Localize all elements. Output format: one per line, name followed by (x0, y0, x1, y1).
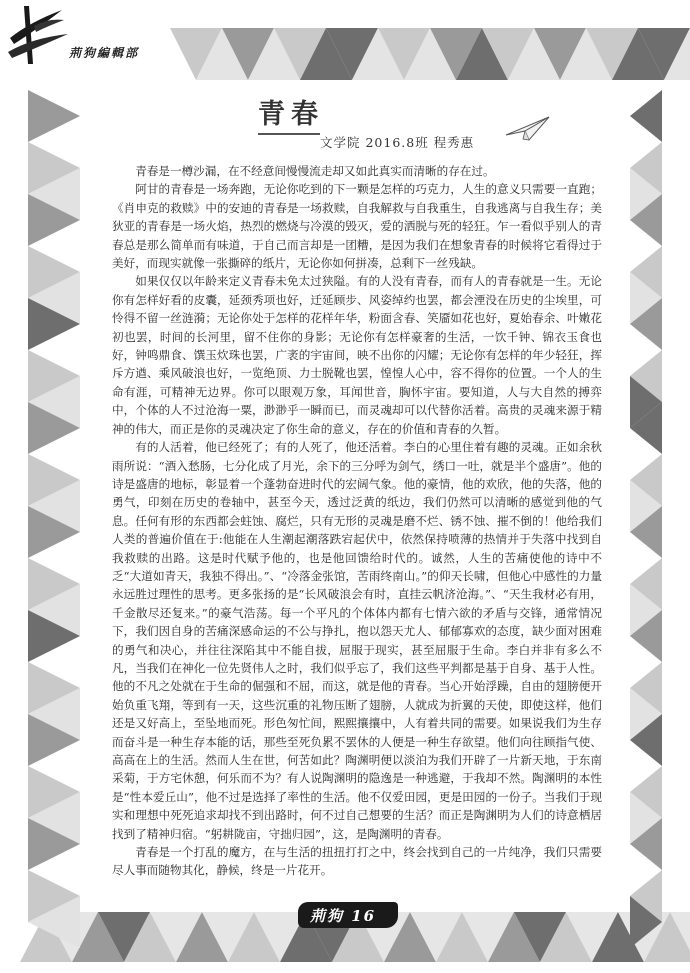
border-triangle (630, 90, 662, 142)
page-footer (298, 896, 408, 932)
article-paragraph: 如果仅仅以年龄来定义青春未免太过狭隘。有的人没有青春，而有人的青春就是一生。无论你有怎样好看的皮囊，延颈秀项也好，迁延顾步、风姿绰约也罢，都会湮没在历史的尘埃里，可怜得不留一丝涟漪；无论你处于怎样的花样年华，粉面含春、笑靥如花也好，夏始春余、叶嫩花初也罢，时间的长河里，留不住你的身影；无论你有怎样豪奢的生活，一饮千钟、锦衣玉食也好，钟鸣鼎食、馔玉炊珠也罢，广袤的宇宙间，映不出你的闪耀；无论你有怎样的年少轻狂，挥斥方遒、乘风破浪也好，一览绝顶、力士脱靴也罢，惶惶人心中，容不得你的位置。一个人的生命有涯，可精神无边界。你可以眼观万象，耳闻世音，胸怀宇宙。要知道，人与大自然的搏弈中，个体的人不过沧海一粟，渺渺乎一瞬而已，而灵魂却可以代替你活着。高贵的灵魂来源于精神的伟大，而正是你的灵魂决定了你生命的意义，存在的价值和青春的久暂。 (112, 274, 602, 436)
masthead (4, 4, 174, 66)
title-underline (258, 133, 320, 135)
border-triangle (28, 90, 80, 142)
article-title-block (258, 92, 368, 135)
article-paragraph: 青春是一樽沙漏，在不经意间慢慢流走却又如此真实而清晰的存在过。 (135, 164, 495, 178)
article-paragraph: 阿甘的青春是一场奔跑，无论你吃到的下一颗是怎样的巧克力，人生的意义只需要一直跑；《肖申克的救赎》中的安迪的青春是一场救赎，自我解救与自我重生，自我逃离与自我生存；美狄亚的青春是一场火焰，热烈的燃烧与冷漠的毁灭，爱的洒脱与死的轻狂。乍一看似乎别人的青春总是那么简单而有味道，于自己而言却是一团糟，是因为我们在想象青春的时候将它看得过于美好，而现实就像一张撕碎的纸片，无论你如何拼凑，总剩下一丝残缺。 (112, 182, 602, 271)
article-paragraph: 青春是一个打乱的魔方，在与生活的扭扭打打之中，终会找到自己的一片纯净，我们只需要尽人事而随物其化，静候，终是一片花开。 (112, 845, 602, 878)
masthead-title: 荊狗編輯部 (69, 46, 140, 60)
bamboo-brush-logo (4, 4, 74, 66)
footer-page-label: 荊狗 16 (310, 907, 377, 925)
paper-plane-icon (505, 115, 551, 141)
article-byline: 文学院 2016.8班 程秀惠 (320, 135, 475, 150)
article-title: 青春 (258, 99, 324, 130)
article-body (112, 162, 602, 880)
article-paragraph: 有的人活着，他已经死了；有的人死了，他还活着。李白的心里住着有趣的灵魂。正如余秋雨所说：“酒入愁肠，七分化成了月光，余下的三分呼为剑气，绣口一吐，就是半个盛唐”。他的诗是盛唐的地标，彰显着一个蓬勃奋进时代的宏阔气象。他的豪情，他的欢欣，他的失落，他的勇气，印刻在历史的卷轴中，甚至今天，透过泛黄的纸边，我们仍然可以清晰的感觉到他的气息。任何有形的东西都会蛀蚀、腐烂，只有无形的灵魂是磨不烂、锈不蚀、摧不倒的！他给我们人类的普遍价值在于:他能在人生潮起潮落跌宕起伏中，依然保持喷薄的热情并于失落中找到自我救赎的出路。这是时代赋予他的，也是他回馈给时代的。诚然，人生的苦痛使他的诗中不乏“大道如青天，我独不得出。”、“冷落金张馆，苦雨终南山。”的仰天长啸，但他心中感性的力量永远胜过理性的思考。更多张扬的是“长风破浪会有时，直挂云帆济沧海。”、“天生我材必有用，千金散尽还复来。”的豪气浩荡。每一个平凡的个体体内都有七情六欲的矛盾与交锋，通常情况下，我们因自身的苦痛深感命运的不公与挣扎，抱以怨天尤人、郁郁寡欢的态度，缺少面对困难的勇气和决心，并往往深陷其中不能自拔，屈服于现实，甚至屈服于生命。李白并非有多么不凡，当我们在神化一位先贤伟人之时，我们似乎忘了，我们这些平判都是基于自身、基于人性。他的不凡之处就在于生命的倔强和不屈，而这，就是他的青春。当心开始浮躁，自由的翅膀便开始负重飞翔，等到有一天，这些沉重的礼物压断了翅膀，人就成为折翼的天使，即使这样，他们还是又好高上，至坠地而死。形色匆忙间，熙熙攘攘中，人有着共同的需要。如果说我们为生存而奋斗是一种生存本能的话，那些至死负累不罢休的人便是一种生存欲望。他们向往顾指气使、高高在上的生活。然而人生在世，何苦如此？陶渊明便以淡泊为我们开辟了一片新天地，于东南采菊，于方宅休憩，何乐而不为？有人说陶渊明的隐逸是一种逃避，于我却不然。陶渊明的本性是“性本爱丘山”，他不过是选择了率性的生活。他不仅爱田园，更是田园的一份子。当我们于现实和理想中死死追求却找不到出路时，何不过自己想要的生活？而正是陶渊明为人们的诗意栖居找到了精神归宿。“躬耕陇亩，守拙归园”，这，是陶渊明的青春。 (112, 440, 602, 841)
